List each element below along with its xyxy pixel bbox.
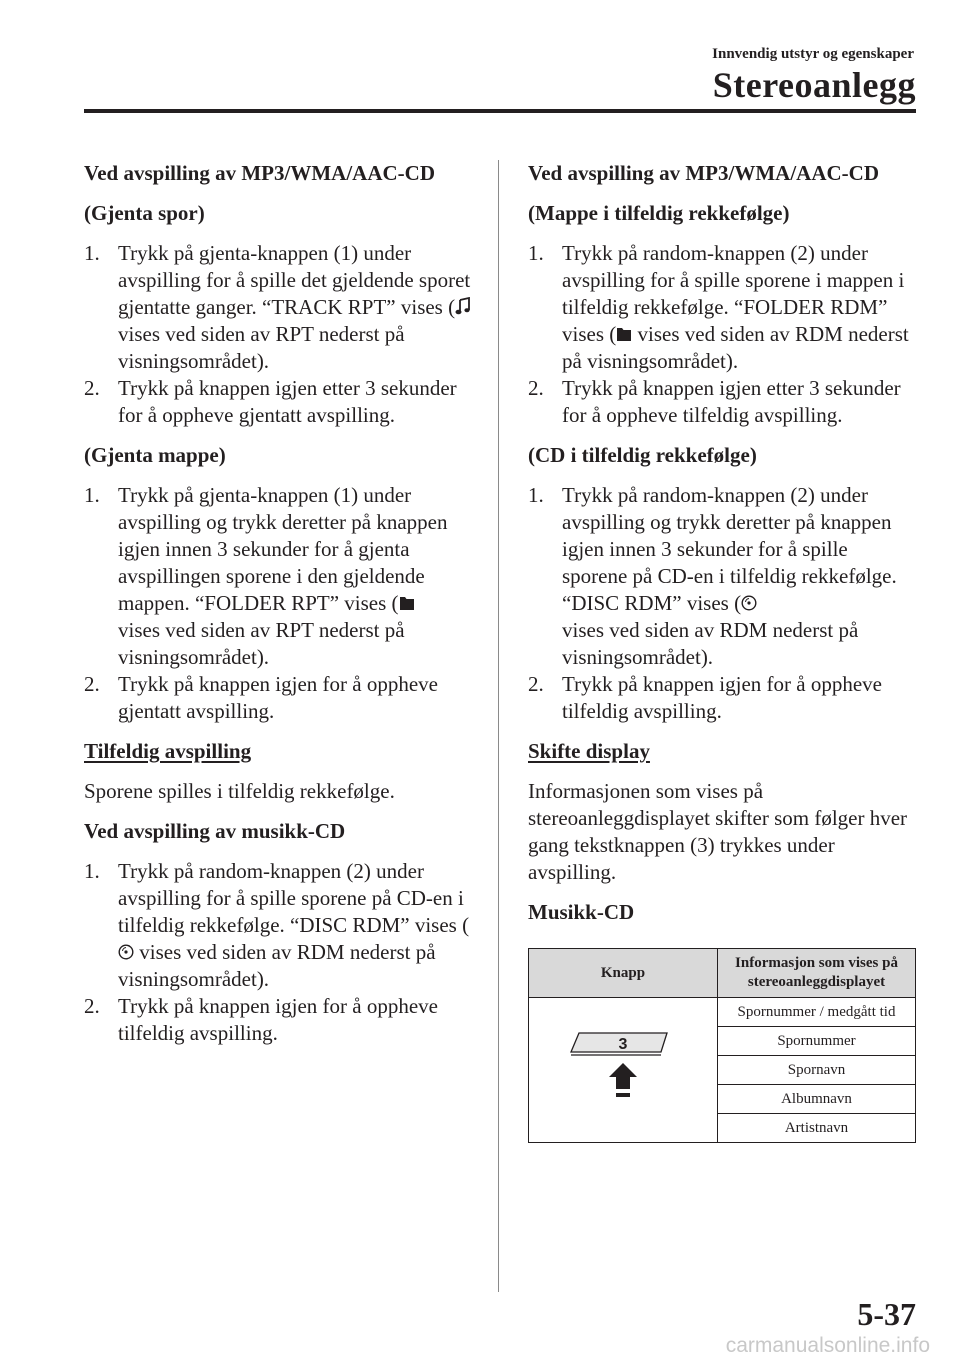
steps-cd-random: [528, 482, 918, 725]
page-number: 5-37: [857, 1296, 916, 1332]
paragraph-random-intro: Sporene spilles i tilfeldig rekkefølge.: [84, 779, 395, 803]
text-button-illustration: [563, 1019, 683, 1111]
column-header-button: Knapp: [529, 949, 718, 998]
list-item: 2. Trykk på knappen igjen for å oppheve tilfeldig avspilling.: [84, 994, 438, 1045]
watermark: carmanualsonline.info: [725, 1334, 930, 1357]
heading-repeat-track: (Gjenta spor): [84, 201, 205, 225]
list-item: 1. Trykk på random-knappen (2) under avspilling for å spille sporene på CD-en i tilfeldig rekkefølge. “DISC RDM” vises ( vises ved siden av RDM nederst på visningsområdet).: [84, 859, 470, 991]
table-cell: Spornavn: [718, 1056, 916, 1085]
button-illustration-cell: [529, 998, 718, 1143]
page-title: Stereoanlegg: [712, 65, 916, 105]
left-column: [84, 160, 474, 1060]
right-column: [528, 160, 918, 1143]
folder-icon: [616, 324, 632, 343]
steps-repeat-folder: [84, 482, 474, 725]
list-item: 2. Trykk på knappen igjen for å oppheve tilfeldig avspilling.: [528, 672, 882, 723]
list-item: 1. Trykk på random-knappen (2) under avspilling og trykk deretter på knappen igjen innen 3 sekunder for å spille sporene på CD-en i tilfeldig rekkefølge. “DISC RDM” vises ( vises ved siden av RDM nederst på visningsområdet).: [528, 483, 897, 669]
steps-folder-random: [528, 240, 918, 429]
heading-music-cd: Ved avspilling av musikk-CD: [84, 819, 346, 843]
disc-icon: [741, 593, 757, 612]
list-item: 2. Trykk på knappen igjen for å oppheve gjentatt avspilling.: [84, 672, 438, 723]
push-arrow-icon: [609, 1063, 637, 1089]
table-row: [529, 998, 916, 1027]
heading-mp3-repeat: Ved avspilling av MP3/WMA/AAC-CD: [84, 161, 435, 185]
heading-folder-random: (Mappe i tilfeldig rekkefølge): [528, 201, 790, 225]
heading-mp3-random: Ved avspilling av MP3/WMA/AAC-CD: [528, 161, 879, 185]
list-item: 1. Trykk på gjenta-knappen (1) under avspilling og trykk deretter på knappen igjen innen 3 sekunder for å gjenta avspillingen sporene i den gjeldende mappen. “FOLDER RPT” vises ( vises ved siden av RPT nederst på visningsområdet).: [84, 483, 448, 669]
display-info-table: [528, 948, 916, 1143]
table-cell: Albumnavn: [718, 1085, 916, 1114]
steps-music-cd-random: [84, 858, 474, 1047]
heading-random-play: Tilfeldig avspilling: [84, 739, 252, 763]
table-cell: Artistnavn: [718, 1114, 916, 1143]
heading-cd-random: (CD i tilfeldig rekkefølge): [528, 443, 757, 467]
folder-icon: [399, 593, 415, 612]
button-number-label: 3: [618, 1036, 628, 1053]
table-cell: Spornummer / medgått tid: [718, 998, 916, 1027]
list-item: 2. Trykk på knappen igjen etter 3 sekunder for å oppheve tilfeldig avspilling.: [528, 376, 901, 427]
steps-repeat-track: [84, 240, 474, 429]
table-header-row: [529, 949, 916, 998]
music-note-icon: [455, 297, 471, 316]
heading-change-display: Skifte display: [528, 739, 650, 763]
table-cell: Spornummer: [718, 1027, 916, 1056]
list-item: 1. Trykk på random-knappen (2) under avspilling for å spille sporene i mappen i tilfeldig rekkefølge. “FOLDER RDM” vises ( vises ved siden av RDM nederst på visningsområdet).: [528, 241, 909, 373]
heading-repeat-folder: (Gjenta mappe): [84, 443, 226, 467]
disc-icon: [118, 942, 134, 961]
paragraph-display-intro: Informasjonen som vises på stereoanleggdisplayet skifter som følger hver gang tekstknappen (3) trykkes under avspilling.: [528, 779, 908, 884]
column-divider: [498, 160, 499, 1292]
column-header-info: Informasjon som vises på stereoanleggdisplayet: [718, 949, 916, 998]
list-item: 2. Trykk på knappen igjen etter 3 sekunder for å oppheve gjentatt avspilling.: [84, 376, 457, 427]
header-rule: [84, 109, 916, 113]
section-header: Innvendig utstyr og egenskaper: [712, 46, 914, 62]
heading-musikk-cd: Musikk-CD: [528, 900, 635, 924]
list-item: 1. Trykk på gjenta-knappen (1) under avspilling for å spille det gjeldende sporet gjentatte ganger. “TRACK RPT” vises ( vises ved siden av RPT nederst på visningsområdet).: [84, 241, 471, 373]
